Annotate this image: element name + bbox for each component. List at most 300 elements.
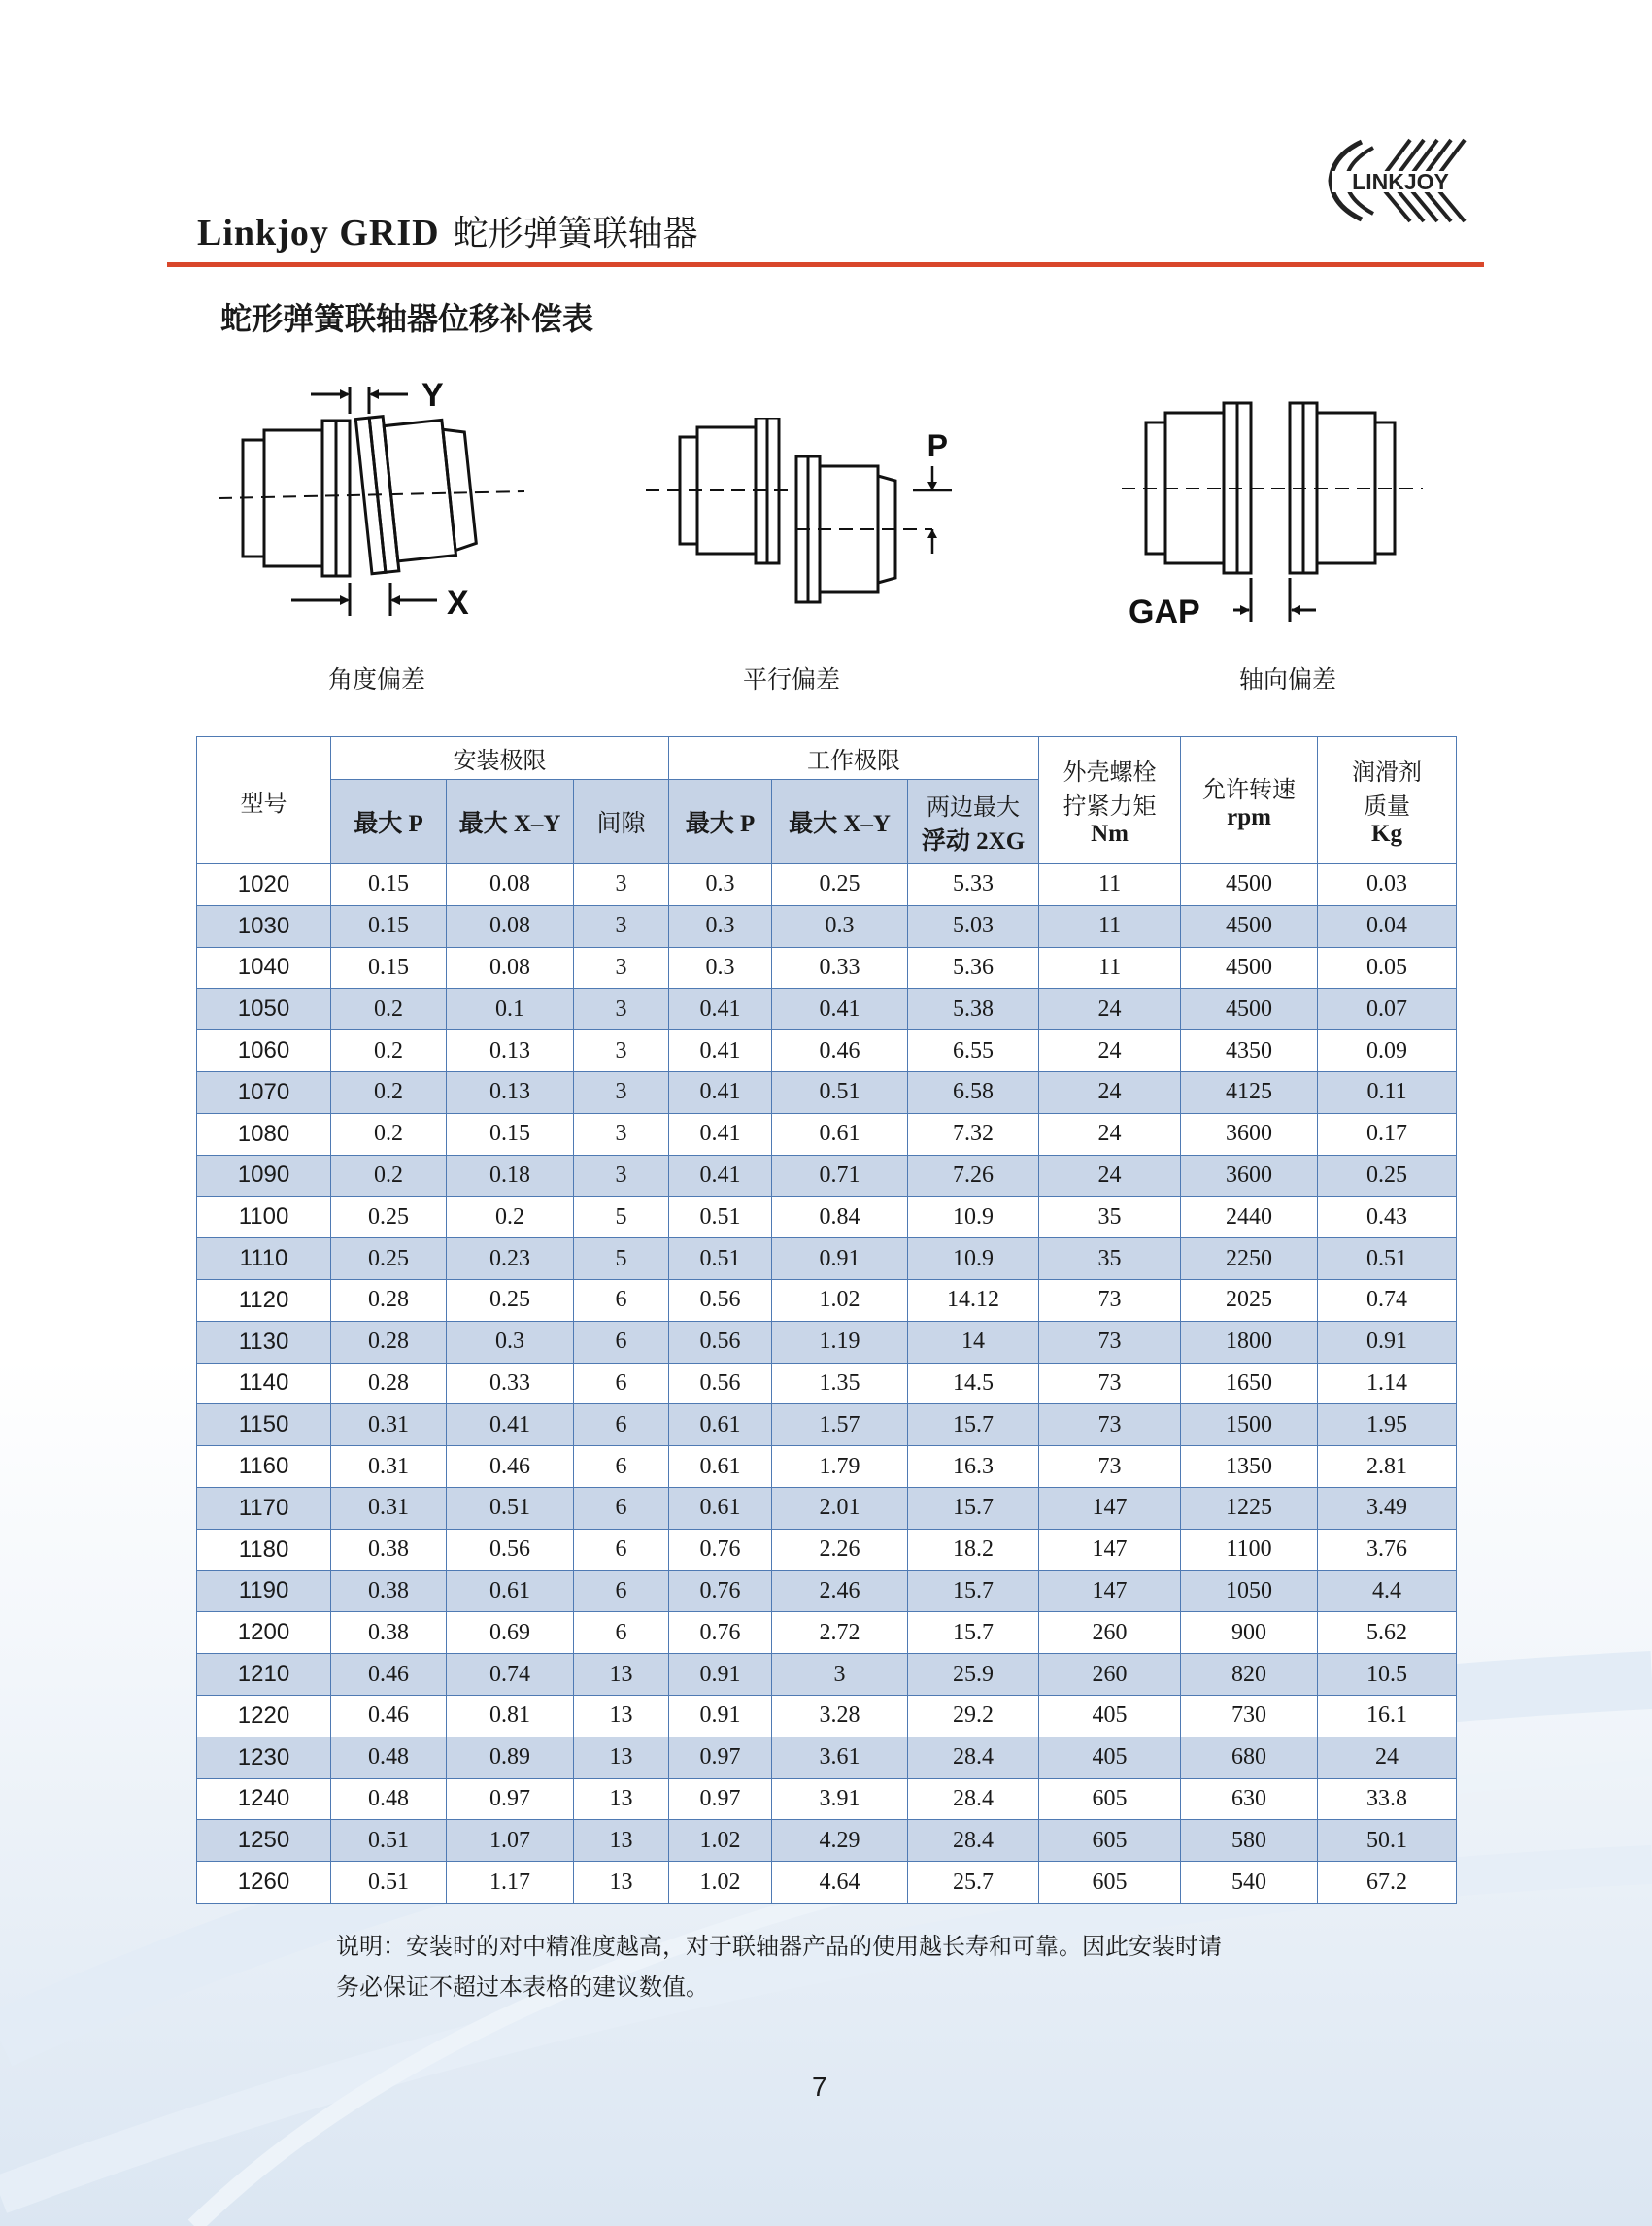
cell-allowed-speed: 2025	[1181, 1279, 1318, 1321]
cell-allowed-speed: 3600	[1181, 1155, 1318, 1197]
cell-install-max-p: 0.15	[331, 864, 447, 906]
cell-allowed-speed: 730	[1181, 1695, 1318, 1737]
cell-lube-mass: 0.07	[1318, 989, 1457, 1030]
cell-model: 1100	[197, 1197, 331, 1238]
cell-allowed-speed: 1050	[1181, 1570, 1318, 1612]
float-label-2: 浮动 2XG	[921, 827, 1026, 855]
cell-model: 1220	[197, 1695, 331, 1737]
cell-bolt-torque: 260	[1039, 1612, 1181, 1654]
cell-allowed-speed: 1350	[1181, 1446, 1318, 1488]
cell-lube-mass: 67.2	[1318, 1862, 1457, 1904]
cell-lube-mass: 0.05	[1318, 947, 1457, 989]
page-number: 7	[812, 2072, 827, 2102]
cell-allowed-speed: 4350	[1181, 1030, 1318, 1072]
cell-work-float-2xg: 28.4	[908, 1737, 1039, 1778]
cell-install-gap: 6	[574, 1529, 669, 1570]
cell-work-max-xy: 0.61	[772, 1113, 908, 1155]
cell-allowed-speed: 4500	[1181, 905, 1318, 947]
cell-bolt-torque: 24	[1039, 989, 1181, 1030]
torque-unit: Nm	[1091, 821, 1129, 847]
cell-install-max-xy: 0.81	[447, 1695, 574, 1737]
cell-work-max-xy: 3	[772, 1654, 908, 1696]
cell-work-max-p: 0.97	[669, 1778, 772, 1820]
cell-model: 1250	[197, 1820, 331, 1862]
cell-bolt-torque: 73	[1039, 1321, 1181, 1363]
cell-model: 1110	[197, 1238, 331, 1280]
cell-work-max-p: 1.02	[669, 1862, 772, 1904]
cell-model: 1090	[197, 1155, 331, 1197]
table-row	[197, 1487, 1457, 1529]
cell-install-max-p: 0.2	[331, 1030, 447, 1072]
cell-install-max-p: 0.38	[331, 1612, 447, 1654]
cell-install-max-xy: 0.25	[447, 1279, 574, 1321]
cell-lube-mass: 0.04	[1318, 905, 1457, 947]
page-header	[197, 206, 698, 255]
cell-install-max-p: 0.15	[331, 905, 447, 947]
cell-allowed-speed: 540	[1181, 1862, 1318, 1904]
cell-allowed-speed: 1225	[1181, 1487, 1318, 1529]
label-x: X	[447, 585, 469, 622]
cell-work-max-p: 0.76	[669, 1529, 772, 1570]
cell-install-max-xy: 0.69	[447, 1612, 574, 1654]
cell-lube-mass: 33.8	[1318, 1778, 1457, 1820]
cell-install-max-p: 0.51	[331, 1820, 447, 1862]
cell-install-max-p: 0.25	[331, 1238, 447, 1280]
cell-install-max-xy: 0.18	[447, 1155, 574, 1197]
cell-work-max-p: 0.56	[669, 1279, 772, 1321]
cell-install-max-xy: 1.07	[447, 1820, 574, 1862]
table-row	[197, 1695, 1457, 1737]
table-row	[197, 1030, 1457, 1072]
cell-work-max-xy: 1.35	[772, 1363, 908, 1404]
cell-install-gap: 6	[574, 1487, 669, 1529]
cell-install-max-p: 0.15	[331, 947, 447, 989]
cell-work-max-p: 0.41	[669, 1030, 772, 1072]
cell-work-max-xy: 3.28	[772, 1695, 908, 1737]
cell-install-gap: 6	[574, 1279, 669, 1321]
cell-install-max-xy: 0.23	[447, 1238, 574, 1280]
cell-install-max-p: 0.46	[331, 1654, 447, 1696]
cell-work-max-p: 0.3	[669, 864, 772, 906]
cell-work-float-2xg: 15.7	[908, 1404, 1039, 1446]
cell-bolt-torque: 605	[1039, 1778, 1181, 1820]
cell-model: 1030	[197, 905, 331, 947]
lube-label-2: 质量	[1364, 793, 1411, 820]
col-header-work-max-xy: 最大 X–Y	[772, 780, 908, 864]
cell-bolt-torque: 405	[1039, 1737, 1181, 1778]
label-gap: GAP	[1129, 593, 1200, 630]
cell-work-float-2xg: 10.9	[908, 1197, 1039, 1238]
table-row	[197, 1363, 1457, 1404]
caption-parallel: 平行偏差	[742, 665, 840, 693]
cell-model: 1230	[197, 1737, 331, 1778]
cell-install-max-p: 0.2	[331, 1071, 447, 1113]
cell-work-float-2xg: 15.7	[908, 1612, 1039, 1654]
cell-work-max-xy: 1.57	[772, 1404, 908, 1446]
cell-lube-mass: 3.76	[1318, 1529, 1457, 1570]
cell-work-max-xy: 0.91	[772, 1238, 908, 1280]
table-row	[197, 1654, 1457, 1696]
cell-install-gap: 6	[574, 1363, 669, 1404]
table-row	[197, 1529, 1457, 1570]
cell-lube-mass: 0.11	[1318, 1071, 1457, 1113]
cell-install-max-p: 0.2	[331, 989, 447, 1030]
cell-work-max-xy: 3.91	[772, 1778, 908, 1820]
cell-install-gap: 3	[574, 1113, 669, 1155]
float-label-1: 两边最大	[927, 793, 1021, 821]
cell-install-max-p: 0.48	[331, 1778, 447, 1820]
cell-work-max-xy: 2.72	[772, 1612, 908, 1654]
cell-allowed-speed: 2440	[1181, 1197, 1318, 1238]
col-header-work-max-p: 最大 P	[669, 780, 772, 864]
cell-install-max-xy: 0.33	[447, 1363, 574, 1404]
cell-model: 1050	[197, 989, 331, 1030]
cell-model: 1120	[197, 1279, 331, 1321]
cell-lube-mass: 16.1	[1318, 1695, 1457, 1737]
cell-allowed-speed: 820	[1181, 1654, 1318, 1696]
cell-work-float-2xg: 28.4	[908, 1820, 1039, 1862]
torque-label-1: 外壳螺栓	[1062, 759, 1157, 786]
cell-bolt-torque: 605	[1039, 1862, 1181, 1904]
speed-label: 允许转速	[1202, 775, 1297, 803]
cell-install-gap: 5	[574, 1238, 669, 1280]
cell-work-float-2xg: 10.9	[908, 1238, 1039, 1280]
cell-bolt-torque: 11	[1039, 864, 1181, 906]
cell-model: 1200	[197, 1612, 331, 1654]
col-header-install-max-xy: 最大 X–Y	[447, 780, 574, 864]
cell-install-max-xy: 0.1	[447, 989, 574, 1030]
cell-model: 1170	[197, 1487, 331, 1529]
cell-work-max-xy: 0.84	[772, 1197, 908, 1238]
cell-install-max-p: 0.51	[331, 1862, 447, 1904]
parallel-misalignment-diagram	[641, 418, 952, 612]
table-row	[197, 1321, 1457, 1363]
cell-work-max-xy: 1.02	[772, 1279, 908, 1321]
cell-work-max-xy: 1.19	[772, 1321, 908, 1363]
cell-bolt-torque: 147	[1039, 1570, 1181, 1612]
cell-install-max-xy: 0.97	[447, 1778, 574, 1820]
cell-work-float-2xg: 15.7	[908, 1487, 1039, 1529]
cell-bolt-torque: 35	[1039, 1238, 1181, 1280]
cell-model: 1150	[197, 1404, 331, 1446]
cell-bolt-torque: 73	[1039, 1279, 1181, 1321]
cell-lube-mass: 0.03	[1318, 864, 1457, 906]
cell-lube-mass: 3.49	[1318, 1487, 1457, 1529]
cell-install-max-p: 0.2	[331, 1155, 447, 1197]
cell-install-max-xy: 0.74	[447, 1654, 574, 1696]
cell-work-max-p: 0.3	[669, 947, 772, 989]
caption-angular: 角度偏差	[327, 665, 425, 693]
cell-work-float-2xg: 25.7	[908, 1862, 1039, 1904]
cell-install-gap: 5	[574, 1197, 669, 1238]
cell-install-max-xy: 1.17	[447, 1862, 574, 1904]
cell-install-gap: 3	[574, 989, 669, 1030]
cell-work-max-p: 0.41	[669, 989, 772, 1030]
group-header-work: 工作极限	[669, 737, 1039, 780]
cell-bolt-torque: 73	[1039, 1363, 1181, 1404]
axial-gap-diagram	[1117, 388, 1428, 641]
cell-work-max-p: 0.76	[669, 1570, 772, 1612]
cell-allowed-speed: 4125	[1181, 1071, 1318, 1113]
note-line-2: 务必保证不超过本表格的建议数值。	[336, 1973, 709, 2001]
torque-label-2: 拧紧力矩	[1062, 793, 1157, 820]
cell-model: 1160	[197, 1446, 331, 1488]
note-line-1: 说明：安装时的对中精准度越高，对于联轴器产品的使用越长寿和可靠。因此安装时请	[336, 1933, 1222, 1960]
table-row	[197, 1113, 1457, 1155]
brand-name: Linkjoy GRID	[197, 213, 440, 253]
cell-lube-mass: 0.43	[1318, 1197, 1457, 1238]
cell-allowed-speed: 1800	[1181, 1321, 1318, 1363]
table-row	[197, 947, 1457, 989]
table-row	[197, 1778, 1457, 1820]
cell-work-float-2xg: 5.36	[908, 947, 1039, 989]
col-header-lube	[1318, 737, 1457, 864]
cell-lube-mass: 0.17	[1318, 1113, 1457, 1155]
group-header-install: 安装极限	[331, 737, 669, 780]
cell-bolt-torque: 147	[1039, 1487, 1181, 1529]
cell-install-gap: 6	[574, 1570, 669, 1612]
table-row	[197, 1820, 1457, 1862]
cell-lube-mass: 1.14	[1318, 1363, 1457, 1404]
cell-work-float-2xg: 28.4	[908, 1778, 1039, 1820]
cell-work-max-xy: 0.71	[772, 1155, 908, 1197]
cell-work-max-xy: 0.25	[772, 864, 908, 906]
lube-label-1: 润滑剂	[1352, 759, 1423, 786]
logo-text: LINKJOY	[1352, 169, 1449, 194]
cell-work-float-2xg: 5.38	[908, 989, 1039, 1030]
cell-install-max-p: 0.38	[331, 1570, 447, 1612]
table-row	[197, 1862, 1457, 1904]
cell-work-max-p: 0.56	[669, 1363, 772, 1404]
cell-work-max-xy: 4.29	[772, 1820, 908, 1862]
cell-allowed-speed: 2250	[1181, 1238, 1318, 1280]
header-rule	[167, 262, 1484, 267]
cell-model: 1020	[197, 864, 331, 906]
cell-work-max-xy: 0.41	[772, 989, 908, 1030]
cell-model: 1130	[197, 1321, 331, 1363]
cell-lube-mass: 0.51	[1318, 1238, 1457, 1280]
cell-install-max-xy: 0.46	[447, 1446, 574, 1488]
cell-install-max-p: 0.2	[331, 1113, 447, 1155]
cell-install-gap: 6	[574, 1612, 669, 1654]
cell-install-max-p: 0.25	[331, 1197, 447, 1238]
cell-install-max-p: 0.46	[331, 1695, 447, 1737]
cell-work-max-xy: 2.01	[772, 1487, 908, 1529]
cell-work-float-2xg: 25.9	[908, 1654, 1039, 1696]
cell-model: 1210	[197, 1654, 331, 1696]
cell-lube-mass: 5.62	[1318, 1612, 1457, 1654]
label-y: Y	[421, 377, 444, 414]
cell-work-max-xy: 0.3	[772, 905, 908, 947]
cell-install-gap: 13	[574, 1862, 669, 1904]
table-row	[197, 1570, 1457, 1612]
installation-note	[336, 1926, 1365, 2007]
cell-bolt-torque: 35	[1039, 1197, 1181, 1238]
cell-work-float-2xg: 16.3	[908, 1446, 1039, 1488]
cell-allowed-speed: 1650	[1181, 1363, 1318, 1404]
cell-work-max-xy: 0.51	[772, 1071, 908, 1113]
table-row	[197, 1238, 1457, 1280]
cell-bolt-torque: 11	[1039, 947, 1181, 989]
cell-install-max-p: 0.28	[331, 1363, 447, 1404]
cell-install-max-xy: 0.61	[447, 1570, 574, 1612]
cell-model: 1260	[197, 1862, 331, 1904]
cell-install-gap: 3	[574, 1030, 669, 1072]
cell-allowed-speed: 630	[1181, 1778, 1318, 1820]
cell-install-gap: 13	[574, 1778, 669, 1820]
cell-bolt-torque: 73	[1039, 1446, 1181, 1488]
cell-install-max-xy: 0.89	[447, 1737, 574, 1778]
col-header-torque	[1039, 737, 1181, 864]
cell-install-max-xy: 0.08	[447, 947, 574, 989]
table-row	[197, 1446, 1457, 1488]
cell-install-max-p: 0.38	[331, 1529, 447, 1570]
cell-work-max-p: 0.91	[669, 1654, 772, 1696]
speed-unit: rpm	[1227, 803, 1271, 830]
linkjoy-logo	[1323, 136, 1470, 225]
cell-work-max-xy: 2.26	[772, 1529, 908, 1570]
table-row	[197, 1404, 1457, 1446]
cell-allowed-speed: 1500	[1181, 1404, 1318, 1446]
table-row	[197, 1071, 1457, 1113]
cell-work-float-2xg: 6.55	[908, 1030, 1039, 1072]
cell-work-max-p: 0.51	[669, 1197, 772, 1238]
cell-work-max-p: 1.02	[669, 1820, 772, 1862]
cell-install-gap: 3	[574, 905, 669, 947]
table-row	[197, 1737, 1457, 1778]
table-row	[197, 989, 1457, 1030]
caption-axial: 轴向偏差	[1238, 665, 1336, 693]
cell-work-float-2xg: 18.2	[908, 1529, 1039, 1570]
cell-work-max-xy: 4.64	[772, 1862, 908, 1904]
cell-bolt-torque: 24	[1039, 1030, 1181, 1072]
cell-install-gap: 3	[574, 1155, 669, 1197]
cell-lube-mass: 4.4	[1318, 1570, 1457, 1612]
cell-work-max-p: 0.97	[669, 1737, 772, 1778]
cell-allowed-speed: 1100	[1181, 1529, 1318, 1570]
cell-install-gap: 13	[574, 1695, 669, 1737]
cell-work-max-p: 0.56	[669, 1321, 772, 1363]
table-row	[197, 1155, 1457, 1197]
cell-work-float-2xg: 14	[908, 1321, 1039, 1363]
cell-install-max-xy: 0.08	[447, 864, 574, 906]
cell-install-gap: 6	[574, 1446, 669, 1488]
cell-model: 1190	[197, 1570, 331, 1612]
section-title: 蛇形弹簧联轴器位移补偿表	[220, 300, 594, 337]
cell-allowed-speed: 4500	[1181, 989, 1318, 1030]
angular-misalignment-diagram	[214, 367, 534, 629]
cell-work-max-p: 0.51	[669, 1238, 772, 1280]
cell-install-max-xy: 0.13	[447, 1071, 574, 1113]
cell-install-max-xy: 0.2	[447, 1197, 574, 1238]
cell-bolt-torque: 24	[1039, 1113, 1181, 1155]
cell-work-float-2xg: 6.58	[908, 1071, 1039, 1113]
cell-work-float-2xg: 29.2	[908, 1695, 1039, 1737]
cell-install-gap: 3	[574, 947, 669, 989]
cell-work-float-2xg: 5.03	[908, 905, 1039, 947]
cell-allowed-speed: 680	[1181, 1737, 1318, 1778]
col-header-install-gap: 间隙	[574, 780, 669, 864]
cell-install-gap: 13	[574, 1737, 669, 1778]
cell-work-max-xy: 2.46	[772, 1570, 908, 1612]
cell-work-max-p: 0.76	[669, 1612, 772, 1654]
cell-work-max-p: 0.91	[669, 1695, 772, 1737]
cell-install-gap: 3	[574, 1071, 669, 1113]
cell-lube-mass: 0.91	[1318, 1321, 1457, 1363]
cell-bolt-torque: 405	[1039, 1695, 1181, 1737]
cell-lube-mass: 0.09	[1318, 1030, 1457, 1072]
cell-install-max-p: 0.48	[331, 1737, 447, 1778]
cell-bolt-torque: 24	[1039, 1155, 1181, 1197]
cell-work-float-2xg: 7.26	[908, 1155, 1039, 1197]
col-header-model: 型号	[197, 737, 331, 864]
cell-model: 1240	[197, 1778, 331, 1820]
cell-model: 1180	[197, 1529, 331, 1570]
cell-install-gap: 13	[574, 1820, 669, 1862]
cell-bolt-torque: 147	[1039, 1529, 1181, 1570]
cell-work-max-xy: 0.33	[772, 947, 908, 989]
cell-work-max-p: 0.41	[669, 1113, 772, 1155]
cell-install-max-xy: 0.3	[447, 1321, 574, 1363]
cell-work-max-p: 0.41	[669, 1071, 772, 1113]
table-row	[197, 1197, 1457, 1238]
cell-install-max-xy: 0.15	[447, 1113, 574, 1155]
cell-bolt-torque: 24	[1039, 1071, 1181, 1113]
cell-bolt-torque: 260	[1039, 1654, 1181, 1696]
cell-allowed-speed: 580	[1181, 1820, 1318, 1862]
lube-unit: Kg	[1371, 821, 1402, 847]
cell-work-max-p: 0.41	[669, 1155, 772, 1197]
cell-work-max-p: 0.61	[669, 1446, 772, 1488]
cell-work-max-p: 0.61	[669, 1404, 772, 1446]
table-row	[197, 1279, 1457, 1321]
col-header-install-max-p: 最大 P	[331, 780, 447, 864]
cell-install-max-xy: 0.41	[447, 1404, 574, 1446]
cell-work-max-p: 0.61	[669, 1487, 772, 1529]
displacement-compensation-table	[196, 736, 1457, 1904]
cell-lube-mass: 50.1	[1318, 1820, 1457, 1862]
cell-work-max-p: 0.3	[669, 905, 772, 947]
cell-install-gap: 6	[574, 1321, 669, 1363]
cell-model: 1140	[197, 1363, 331, 1404]
cell-install-max-p: 0.31	[331, 1487, 447, 1529]
cell-allowed-speed: 4500	[1181, 947, 1318, 989]
cell-lube-mass: 24	[1318, 1737, 1457, 1778]
cell-model: 1040	[197, 947, 331, 989]
cell-work-max-xy: 0.46	[772, 1030, 908, 1072]
cell-install-max-p: 0.31	[331, 1404, 447, 1446]
cell-install-max-p: 0.31	[331, 1446, 447, 1488]
cell-work-float-2xg: 5.33	[908, 864, 1039, 906]
cell-install-gap: 3	[574, 864, 669, 906]
table-body	[197, 864, 1457, 1904]
table-row	[197, 864, 1457, 906]
table-row	[197, 1612, 1457, 1654]
cell-work-max-xy: 3.61	[772, 1737, 908, 1778]
cell-allowed-speed: 900	[1181, 1612, 1318, 1654]
cell-work-max-xy: 1.79	[772, 1446, 908, 1488]
cell-lube-mass: 0.74	[1318, 1279, 1457, 1321]
cell-bolt-torque: 605	[1039, 1820, 1181, 1862]
cell-lube-mass: 1.95	[1318, 1404, 1457, 1446]
cell-install-gap: 6	[574, 1404, 669, 1446]
label-p: P	[927, 428, 948, 463]
product-name: 蛇形弹簧联轴器	[453, 214, 698, 253]
cell-model: 1060	[197, 1030, 331, 1072]
cell-allowed-speed: 4500	[1181, 864, 1318, 906]
cell-allowed-speed: 3600	[1181, 1113, 1318, 1155]
cell-lube-mass: 0.25	[1318, 1155, 1457, 1197]
